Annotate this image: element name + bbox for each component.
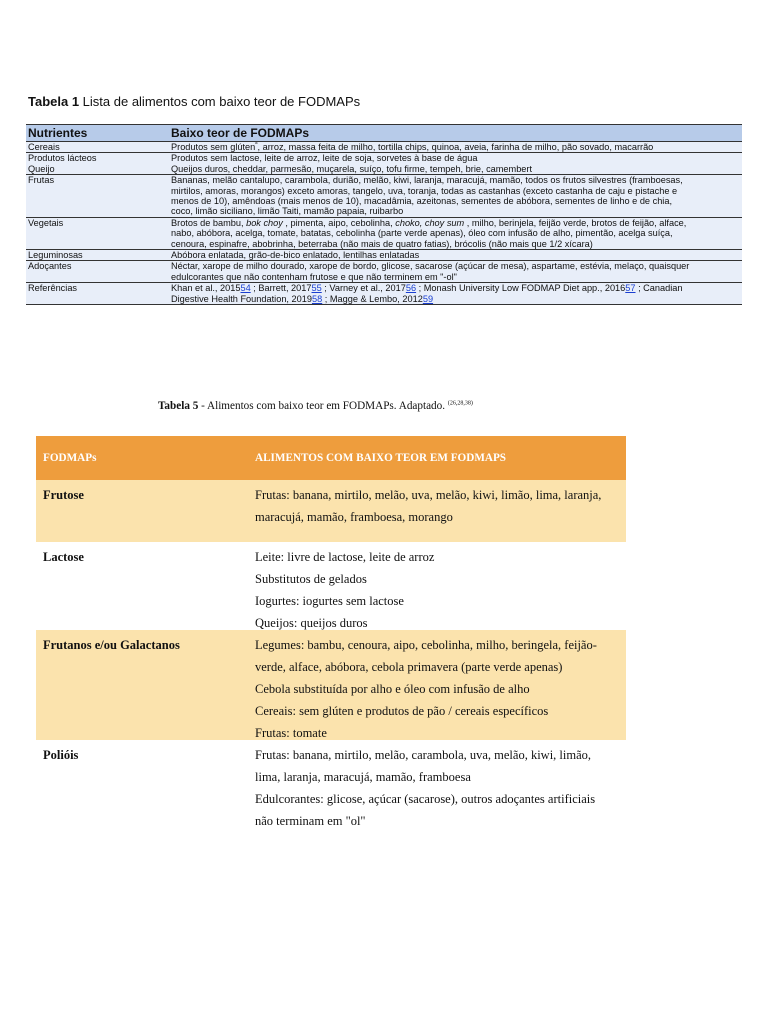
table-row [26, 218, 742, 250]
row-foods-text: Produtos sem glúten [171, 142, 256, 152]
table-row [36, 542, 626, 630]
row-foods-text: Abóbora enlatada, grão-de-bico enlatado, lentilhas enlatadas [171, 250, 420, 261]
row-foods-text: coco, limão siciliano, limão Taiti, mamão papaia, ruibarbo [171, 206, 404, 217]
row-foods-text: Bananas, melão cantalupo, carambola, durião, melão, kiwi, laranja, maracujá, mamão, todos os frutos silvestres (framboesas, [171, 175, 683, 186]
table1-caption [28, 94, 360, 109]
row-label: Lactose [43, 550, 84, 564]
table-row [36, 630, 626, 740]
reference-text: ; Monash University Low FODMAP Diet app., 2016 [416, 283, 626, 294]
row-foods [255, 546, 625, 630]
row-foods-text: Cereais: sem glúten e produtos de pão / cereais específicos [255, 704, 549, 718]
row-foods-text: menos de 10), amêndoas (mais menos de 10), macadâmia, azeitonas, sementes de abóbora, sementes de linho e de chia, [171, 196, 673, 207]
row-label [26, 261, 171, 282]
table-row [26, 261, 742, 283]
row-foods [171, 175, 739, 217]
reference-link[interactable]: 56 [405, 283, 417, 294]
reference-text: Digestive Health Foundation, 2019 [171, 293, 312, 304]
footnote-mark: ª [255, 142, 258, 148]
row-label-text: Produtos lácteos [28, 153, 97, 164]
table-row [36, 740, 626, 834]
row-label-text: Queijo [28, 163, 55, 174]
row-label-text: Vegetais [28, 217, 64, 228]
row-foods-text: Leite: livre de lactose, leite de arroz [255, 550, 435, 564]
row-label-text: Frutas [28, 175, 55, 186]
row-foods [171, 250, 739, 260]
row-foods-text: , pimenta, aipo, cebolinha, [282, 217, 396, 228]
references [171, 283, 739, 304]
table5-header-fodmaps: FODMAPs [43, 452, 97, 464]
row-label [26, 283, 171, 304]
table5-caption-text: - Alimentos com baixo teor em FODMAPs. Adaptado. [198, 400, 446, 412]
row-foods [171, 142, 739, 152]
row-foods-text: Cebola substituída por alho e óleo com infusão de alho [255, 682, 530, 696]
row-label: Frutanos e/ou Galactanos [43, 638, 180, 652]
row-foods [255, 634, 625, 740]
reference-link[interactable]: 57 [625, 283, 636, 294]
reference-text: ; Barrett, 2017 [250, 283, 312, 294]
row-foods-text: Edulcorantes: glicose, açúcar (sacarose), outros adoçantes artificiais [255, 792, 596, 806]
row-foods-text: edulcorantes que não contenham frutose e que não terminem em "-ol" [171, 271, 457, 282]
row-foods-text: nabo, abóbora, acelga, tomate, batatas, cebolinha (parte verde apenas), óleo com infusão de alho, pimentão, acelga suíça, [171, 228, 673, 239]
row-foods [171, 261, 739, 282]
table-row [26, 250, 742, 261]
table1-header-baixo-teor: Baixo teor de FODMAPs [171, 125, 310, 140]
row-foods-text: maracujá, mamão, framboesa, morango [255, 510, 453, 524]
row-foods-text: Queijos duros, cheddar, parmesão, muçarela, suíço, tofu firme, tempeh, brie, camembert [171, 163, 533, 174]
table1-caption-text: Lista de alimentos com baixo teor de FODMAPs [79, 94, 361, 109]
row-label [26, 153, 171, 174]
reference-link[interactable]: 59 [422, 293, 434, 304]
row-label [26, 250, 171, 260]
row-foods-italic: bok choy [246, 217, 283, 228]
row-label-text: Adoçantes [28, 261, 72, 272]
table1-header-nutrientes: Nutrientes [28, 125, 88, 140]
reference-link[interactable]: 58 [311, 293, 323, 304]
row-foods-text: Frutas: tomate [255, 726, 327, 740]
table-row [36, 480, 626, 542]
row-foods-text: Frutas: banana, mirtilo, melão, carambola, uva, melão, kiwi, limão, [255, 748, 592, 762]
row-label [26, 175, 171, 217]
row-label [26, 218, 171, 249]
table5-caption [158, 400, 473, 412]
row-foods-text: Frutas: banana, mirtilo, melão, uva, melão, kiwi, limão, lima, laranja, [255, 488, 602, 502]
row-foods-text: não terminam em "ol" [255, 814, 366, 828]
row-foods-text: Néctar, xarope de milho dourado, xarope de bordo, glicose, sacarose (açúcar de mesa), aspartame, estévia, melaço, quaisquer [171, 261, 690, 272]
reference-link[interactable]: 55 [311, 283, 322, 294]
row-foods-text: verde, alface, abóbora, cebola primavera (parte verde apenas) [255, 660, 563, 674]
row-label-text: Referências [28, 283, 78, 294]
row-foods-text: mirtilos, amoras, morangos) exceto amoras, tangelo, uva, toranja, todas as castanhas (exceto castanha de caju e pistache e [171, 185, 678, 196]
table-row [26, 175, 742, 218]
reference-link[interactable]: 54 [240, 283, 251, 294]
row-foods-text: Queijos: queijos duros [255, 616, 368, 630]
table1-caption-number: Tabela 1 [28, 94, 80, 109]
table5-header [36, 436, 626, 480]
table1-header [26, 124, 742, 142]
row-foods-text: cenoura, espinafre, abobrinha, beterraba (não mais de quatro fatias), brócolis (não mais que 1/2 xícara) [171, 238, 593, 249]
row-foods [171, 153, 739, 174]
table-row [26, 153, 742, 175]
row-foods-text: lima, laranja, maracujá, mamão, framboesa [255, 770, 471, 784]
table-row [26, 283, 742, 305]
row-foods [171, 218, 739, 249]
row-foods-text: Produtos sem lactose, leite de arroz, leite de soja, sorvetes à base de água [171, 153, 478, 164]
row-foods-italic: choko, choy sum [395, 217, 465, 228]
reference-text: ; Magge & Lembo, 2012 [322, 293, 423, 304]
row-foods [255, 484, 625, 542]
row-foods-text: , arroz, massa feita de milho, tortilla chips, quinoa, aveia, farinha de milho, pão sovado, macarrão [257, 142, 654, 152]
row-foods-text: , milho, berinjela, feijão verde, brotos de feijão, alface, [464, 217, 687, 228]
reference-text: ; Canadian [635, 283, 683, 294]
row-label-text: Leguminosas [28, 250, 83, 261]
row-foods [255, 744, 625, 834]
row-foods-text: Brotos de bambu, [171, 217, 247, 228]
row-label: Frutose [43, 488, 84, 502]
row-foods-text: Legumes: bambu, cenoura, aipo, cebolinha, milho, beringela, feijão- [255, 638, 597, 652]
row-foods-text: Iogurtes: iogurtes sem lactose [255, 594, 404, 608]
row-label: Polióis [43, 748, 79, 762]
table5 [36, 436, 626, 834]
row-label [26, 142, 171, 152]
table5-header-alimentos: ALIMENTOS COM BAIXO TEOR EM FODMAPS [255, 452, 507, 464]
table-row [26, 142, 742, 153]
reference-text: ; Varney et al., 2017 [321, 283, 406, 294]
table1 [26, 124, 742, 305]
row-label-text: Cereais [28, 142, 60, 152]
table5-caption-number: Tabela 5 [158, 400, 199, 412]
table5-caption-citations: (26,28,38) [447, 400, 473, 407]
row-foods-text: Substitutos de gelados [255, 572, 367, 586]
reference-text: Khan et al., 2015 [171, 283, 241, 294]
